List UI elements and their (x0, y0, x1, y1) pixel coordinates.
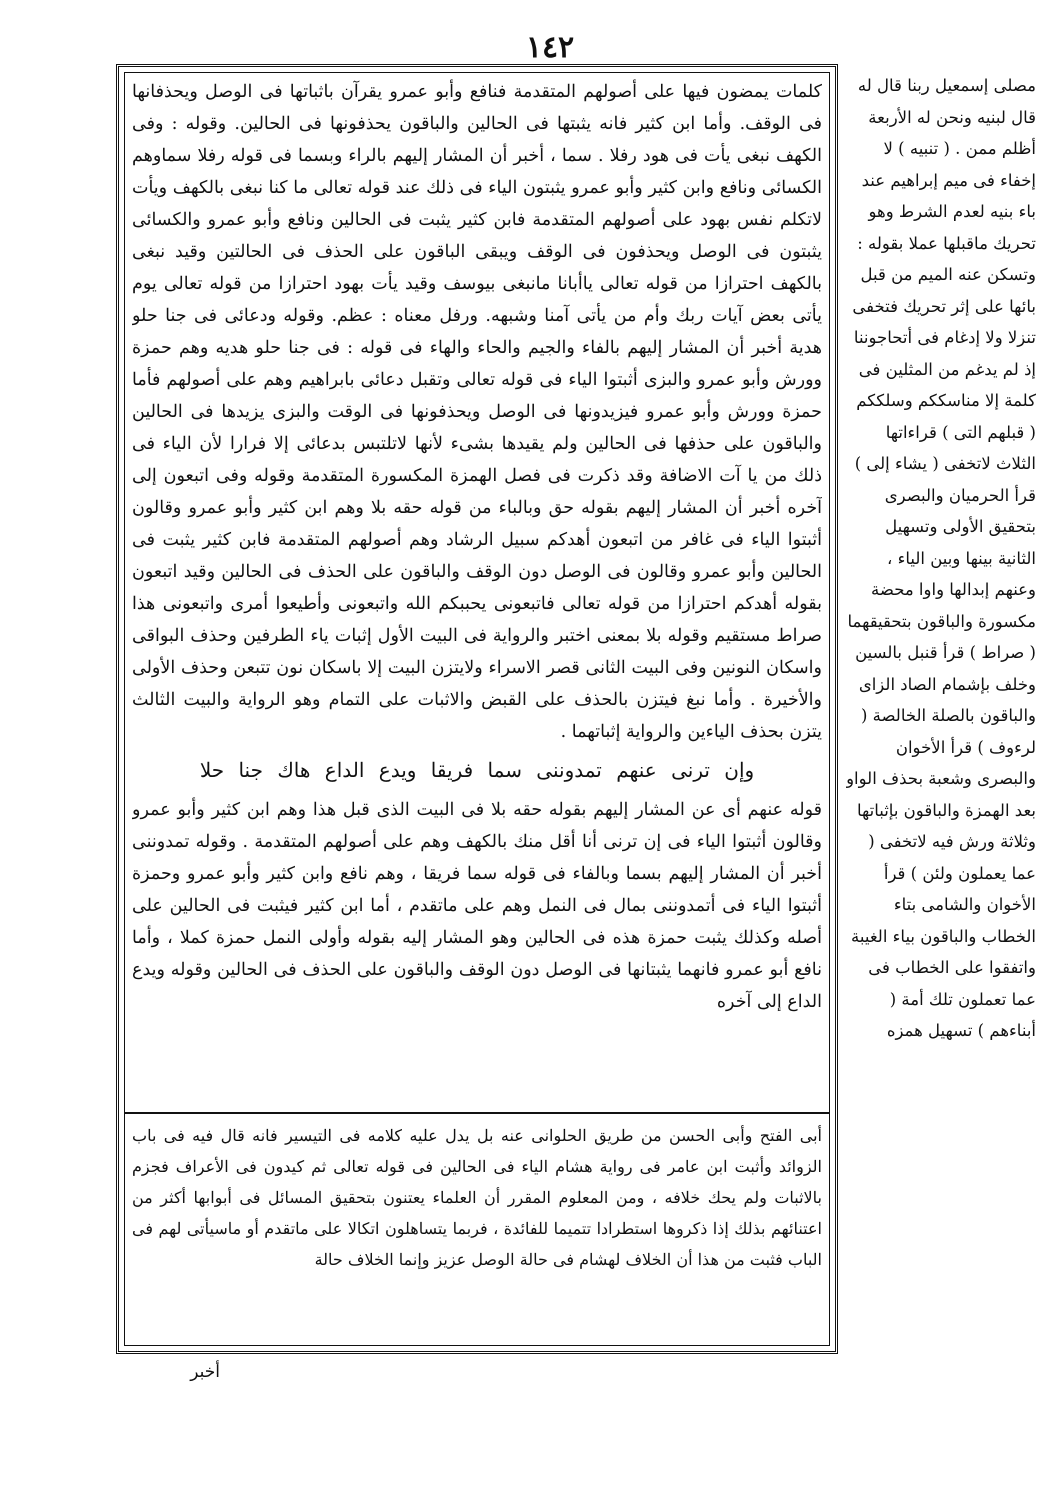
main-commentary-continued: قوله عنهم أى عن المشار إليهم بقوله حقه بلا فى البيت الذى قبل هذا وهم ابن كثير وأبو عمرو وقالون أثبتوا الياء فى إن ترنى أنا أقل منك بالكهف وهم على أصولهم المتقدمة . وقوله تمدوننى أخبر أن المشار إليهم بسما وبالفاء فى قوله سما فريقا ، وهم نافع وابن كثير وأبو عمرو وحمزة أثبتوا الياء فى أتمدوننى بمال فى النمل وهم على ماتقدم ، أما ابن كثير فيثبت فى الحالين على أصله وكذلك يثبت حمزة هذه فى الحالين وهو المشار إليه بقوله وأولى النمل حمزة كملا ، وأما نافع أبو عمرو فانهما يثبتانها فى الوصل دون الوقف والباقون على الحذف فى الحالين وقوله ويدع الداع إلى آخره (132, 800, 822, 1012)
main-commentary-text: كلمات يمضون فيها على أصولهم المتقدمة فنافع وأبو عمرو يقرآن باثباتها فى الوصل ويحذفانها فى الوقف. وأما ابن كثير فانه يثبتها فى الحالين والباقون يحذفونها فى الحالين. وقوله : وفى الكهف نبغى يأت فى هود رفلا . سما ، أخبر أن المشار إليهم بالراء وبسما فى قوله رفلا سماوهم الكسائى ونافع وابن كثير وأبو عمرو يثبتون الياء فى ذلك عند قوله تعالى ما كنا نبغى بالكهف ويأت لاتكلم نفس بهود على أصولهم المتقدمة فابن كثير يثبت فى الحالين ونافع وأبو عمرو والكسائى يثبتون فى الوصل ويحذفون فى الوقف ويبقى الباقون على الحذف فى الحالتين وقيد نبغى بالكهف احترازا من قوله تعالى ياأبانا مانبغى بيوسف وقيد يأت بهود احترازا من قوله تعالى يوم يأتى بعض آيات ربك وأم من يأتى آمنا وشبهه. ورفل معناه : عظم. وقوله ودعائى فى جنا حلو هدية أخبر أن المشار إليهم بالفاء والجيم والحاء والهاء فى قوله : فى جنا حلو هديه وهم حمزة وورش وأبو عمرو والبزى أثبتوا الياء فى قوله تعالى وتقبل دعائى بابراهيم وهم على أصولهم فأما حمزة وورش وأبو عمرو فيزيدونها فى الوصل ويحذفونها فى الوقت والبزى يزيدها فى الحالين والباقون على حذفها فى الحالين ولم يقيدها بشىء لأنها لاتلتبس بدعائى إلا فرارا لأن الياء فى ذلك من يا آت الاضافة وقد ذكرت فى فصل الهمزة المكسورة المتقدمة وقوله وفى اتبعون إلى آخره أخبر أن المشار إليهم بقوله حق وبالباء من قوله حقه بلا وهم ابن كثير وأبو عمرو وقالون أثبتوا الياء فى غافر من اتبعون أهدكم سبيل الرشاد وهم أصولهم المتقدمة فابن كثير يثبت فى الحالين وأبو عمرو وقالون فى الوصل دون الوقف والباقون على الحذف فى الحالين وقيد اتبعون بقوله أهدكم احترازا من قوله تعالى فاتبعونى يحببكم الله واتبعونى وأطيعوا أمرى واتبعونى هذا صراط مستقيم وقوله بلا بمعنى اختبر والرواية فى البيت الأول إثبات ياء الطرفين وحذف البواقى واسكان النونين وفى البيت الثانى قصر الاسراء ولايتزن البيت إلا باسكان نون تتبعن وحذف الأولى والأخيرة . وأما نبغ فيتزن بالحذف على القبض والاثبات على التمام وهو الرواية والبيت الثالث يتزن بحذف الياءين والرواية إثباتهما . (132, 82, 822, 742)
footnote (132, 1120, 822, 1340)
footnote-divider (124, 1112, 830, 1114)
page-number: ١٤٢ (525, 30, 575, 65)
margin-notes (846, 70, 1036, 1410)
footnote-text: أبى الفتح وأبى الحسن من طريق الحلوانى عنه بل يدل عليه كلامه فى التيسير فانه قال فيه فى باب الزوائد وأثبت ابن عامر فى رواية هشام الياء فى الحالين فى قوله تعالى ثم كيدون فى الأعراف فجزم بالاثبات ولم يحك خلافه ، ومن المعلوم المقرر أن العلماء يعتنون بتحقيق المسائل فى أبوابها أكثر من اعتنائهم بذلك إذا ذكروها استطرادا تتميما للفائدة ، فربما يتساهلون اتكالا على ماتقدم أو ماسيأتى لهم فى الباب فثبت من هذا أن الخلاف لهشام فى حالة الوصل عزيز وإنما الخلاف حالة (132, 1126, 822, 1269)
main-commentary (132, 76, 822, 1098)
margin-notes-text: مصلى إسمعيل ربنا قال له قال لبنيه ونحن له الأربعة أظلم ممن . ( تنبيه ) لا إخفاء فى ميم إبراهيم عند باء بنيه لعدم الشرط وهو تحريك ماقبلها عملا بقوله : وتسكن عنه الميم من قبل بائها على إثر تحريك فتخفى تنزلا ولا إدغام فى أتحاجوننا إذ لم يدغم من المثلين فى كلمة إلا مناسككم وسلككم ( قبلهم التى ) قراءاتها الثلاث لاتخفى ( يشاء إلى ) قرأ الحرميان والبصرى بتحقيق الأولى وتسهيل الثانية بينها وبين الياء ، وعنهم إبدالها واوا محضة مكسورة والباقون بتحقيقهما ( صراط ) قرأ قنبل بالسين وخلف بإشمام الصاد الزاى والباقون بالصلة الخالصة ( لرءوف ) قرأ الأخوان والبصرى وشعبة بحذف الواو بعد الهمزة والباقون بإثباتها وثلاثة ورش فيه لاتخفى ( عما يعملون ولئن ) قرأ الأخوان والشامى بتاء الخطاب والباقون بياء الغيبة واتفقوا على الخطاب فى عما تعملون تلك أمة ( أبناءهم ) تسهيل همزه (846, 76, 1036, 1040)
catchword: أخبر (190, 1362, 220, 1382)
poem-verse: وإن ترنى عنهم تمدوننى سما فريقا ويدع الداع هاك جنا حلا (199, 758, 755, 782)
